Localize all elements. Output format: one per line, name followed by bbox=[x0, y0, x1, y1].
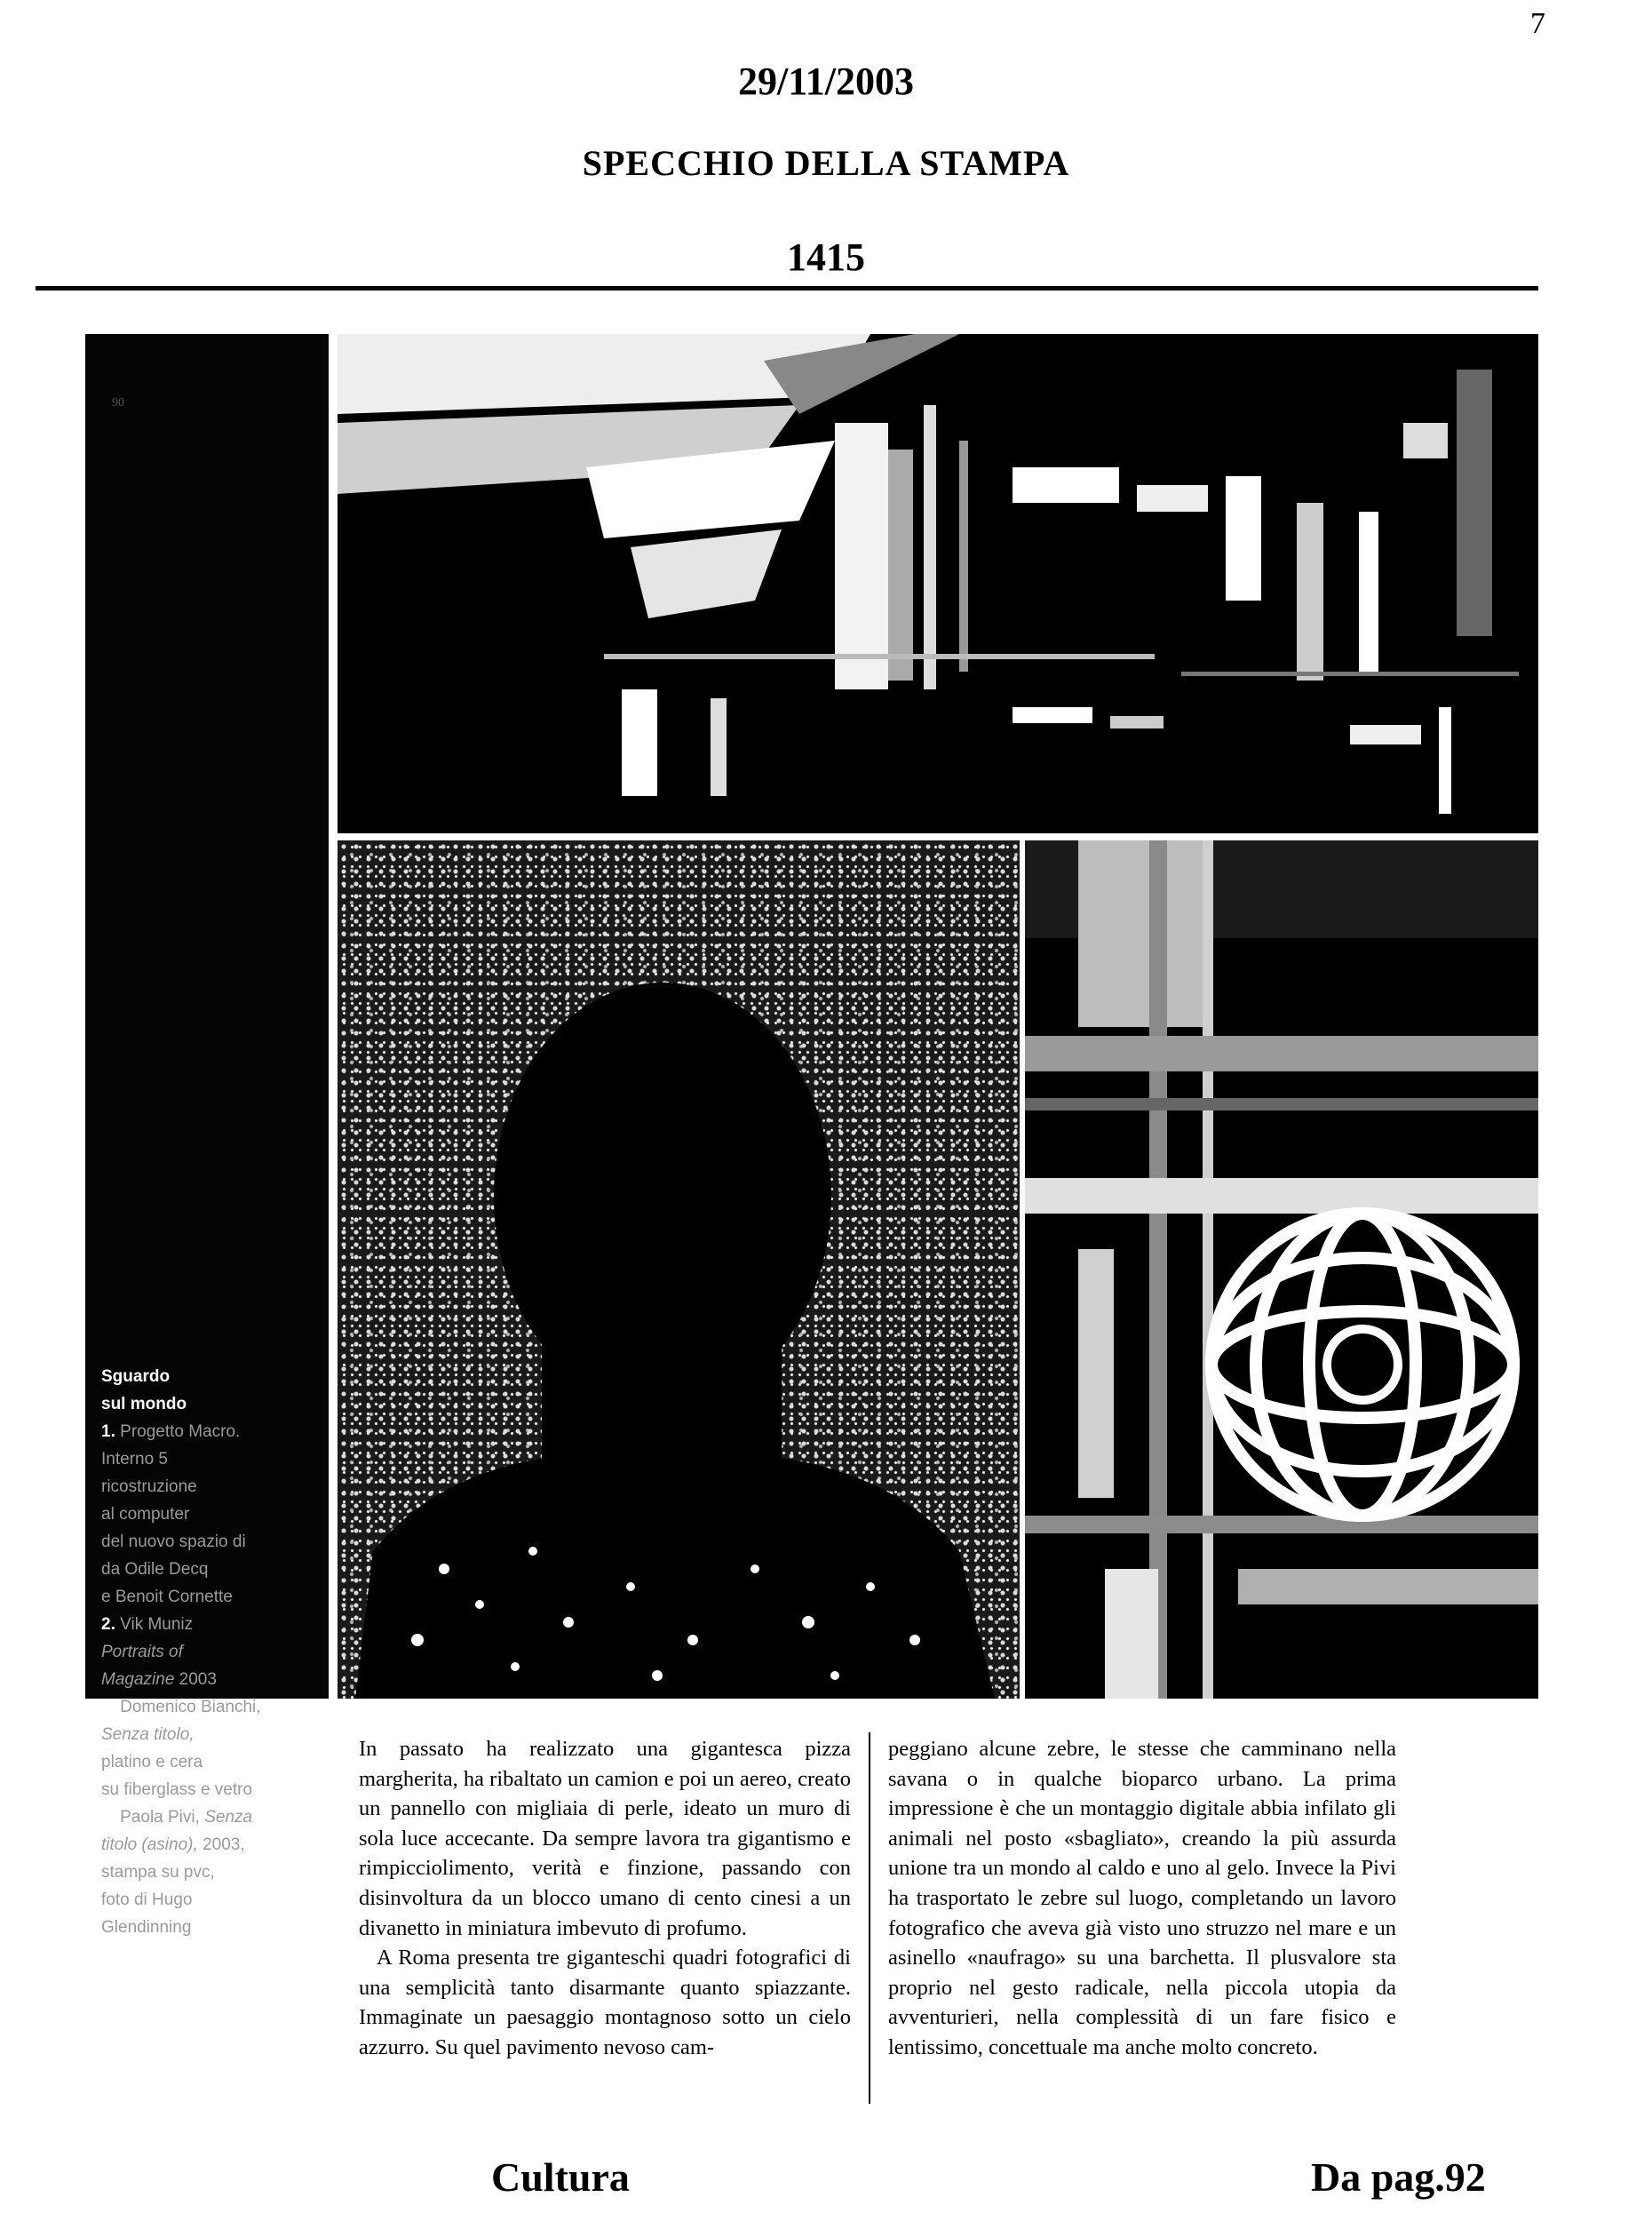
publication-source: SPECCHIO DELLA STAMPA bbox=[582, 143, 1070, 183]
section-label: Cultura bbox=[491, 2154, 630, 2200]
article-column-left bbox=[359, 1734, 851, 2063]
caption-item-1: 1. Progetto Macro. Interno 5 ricostruzione al computer del nuovo spazio di da Odile Decq e Benoit Cornette bbox=[101, 1422, 246, 1606]
photo-macro-interior bbox=[338, 334, 1538, 833]
photo-domenico-bianchi-sphere bbox=[1025, 840, 1538, 1699]
caption-item-3: 3. Domenico Bianchi, Senza titolo, platino e cera su fiberglass e vetro bbox=[101, 1698, 261, 1799]
article-paragraph: A Roma presenta tre giganteschi quadri fotografici di una semplicità tanto disarmante quanto spiazzante. Immaginate un paesaggio montagnoso sotto un cielo azzurro. Su quel pavimento nevoso cam- bbox=[359, 1946, 851, 2059]
page-number: 7 bbox=[1530, 7, 1545, 40]
sphere-image bbox=[1025, 840, 1538, 1699]
clipping-date: 29/11/2003 bbox=[737, 60, 915, 103]
article-paragraph: In passato ha realizzato una gigantesca pizza margherita, ha ribaltato un camion e poi un aereo, creato un pannello con migliaia di perle, ideato un muro di sola luce accecante. Da sempre lavora tra gigantismo e rimpicciolimento, verità e finzione, passando con disinvoltura da un blocco umano di cento cinesi a un divanetto in miniatura imbevuto di profumo. bbox=[359, 1737, 851, 1940]
article-paragraph: peggiano alcune zebre, le stesse che camminano nella savana o in qualche bioparco urbano. La prima impressione è che un montaggio digitale abbia infilato gli animali nel posto «sbagliato», creando la più assurda unione tra un mondo al caldo e uno al gelo. Invece la Pivi ha trasportato le zebre sul luogo, completando un lavoro fotografico che aveva già visto uno struzzo nel mare e un asinello «naufrago» su una barchetta. Il plusvalore sta proprio nel gesto radicale, nella piccola utopia da avventurieri, nella complessità di un fare fisico e lentissimo, concettuale ma anche molto concreto. bbox=[888, 1737, 1396, 2059]
column-divider bbox=[869, 1732, 870, 2104]
article-column-right bbox=[888, 1734, 1396, 2063]
issue-number: 1415 bbox=[787, 235, 865, 279]
caption-heading: Sguardo bbox=[101, 1367, 171, 1386]
magazine-page-ref: 90 bbox=[112, 396, 124, 410]
portrait-silhouette bbox=[338, 840, 1020, 1699]
caption-column bbox=[85, 334, 329, 1937]
header-divider bbox=[36, 286, 1538, 291]
photo-caption bbox=[101, 1363, 323, 1941]
source-page-ref: Da pag.92 bbox=[1311, 2154, 1486, 2200]
photo-vik-muniz-portrait bbox=[338, 840, 1020, 1699]
caption-heading-2: sul mondo bbox=[101, 1395, 187, 1413]
caption-item-2: 2. Vik Muniz Portraits of Magazine 2003 bbox=[101, 1615, 217, 1689]
caption-item-4: 4. Paola Pivi, Senza titolo (asino), 2003, stampa su pvc, foto di Hugo Glendinning bbox=[101, 1808, 253, 1937]
interior-image bbox=[338, 334, 1538, 833]
